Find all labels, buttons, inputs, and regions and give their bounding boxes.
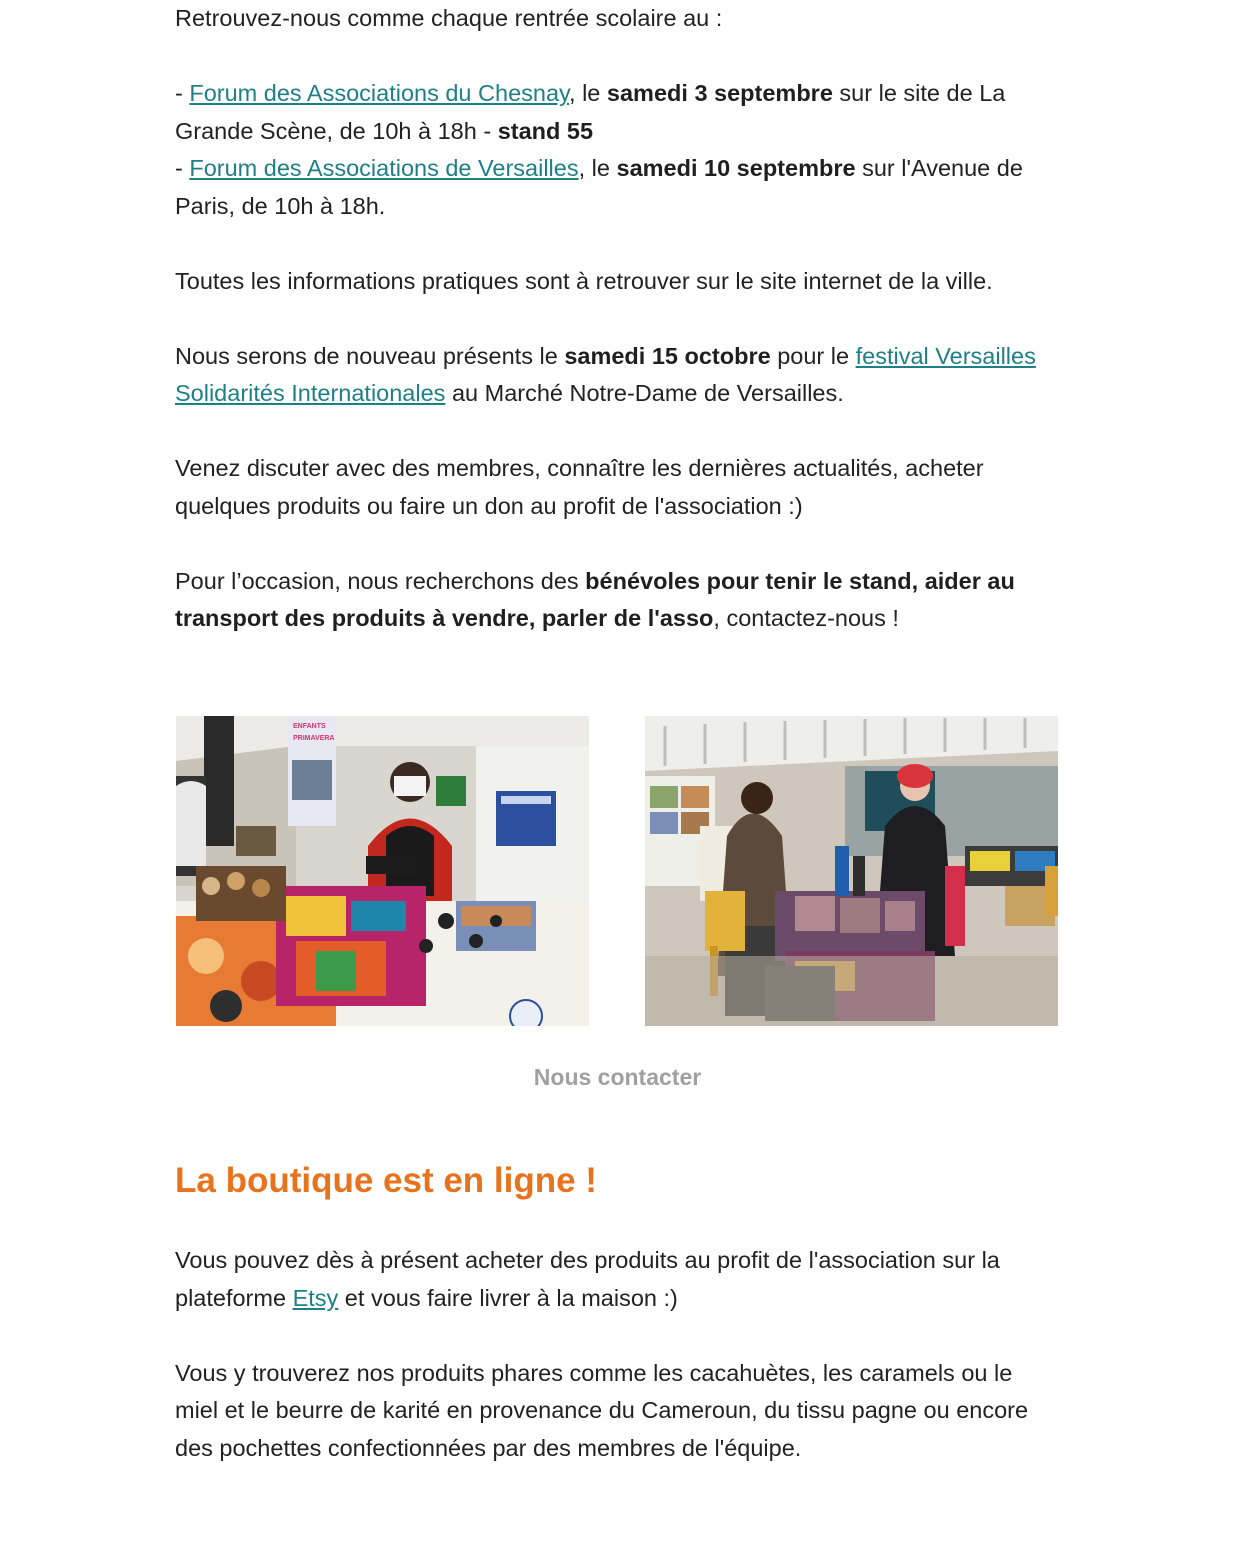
text-span: , contactez-nous ! (713, 605, 899, 631)
intro-paragraph: Retrouvez-nous comme chaque rentrée scolaire au : (175, 5, 723, 31)
newsletter-body (175, 0, 1059, 638)
text-span: , le (569, 80, 607, 106)
event-list (175, 75, 1059, 225)
volunteers-paragraph (175, 563, 1059, 638)
festival-paragraph (175, 338, 1059, 413)
etsy-link[interactable]: Etsy (292, 1284, 339, 1311)
chesnay-forum-link[interactable]: Forum des Associations du Chesnay (189, 80, 570, 106)
festival-link[interactable]: festival Versailles Solidarités Internationales (175, 342, 1036, 406)
bold-date: samedi 3 septembre (606, 80, 833, 106)
banner-text-line2: PRIMAVERA (293, 735, 335, 742)
shop-paragraph-1 (175, 1242, 1059, 1317)
text-span: Vous pouvez dès à présent acheter des produits au profit de l'association sur la plateforme (175, 1247, 1000, 1311)
text-span: et vous faire livrer à la maison :) (338, 1284, 678, 1311)
list-dash: - (175, 80, 190, 106)
text-span: Pour l’occasion, nous recherchons des (175, 567, 586, 594)
shop-paragraph-2: Vous y trouverez nos produits phares comme les cacahuètes, les caramels ou le miel et le beurre de karité en provenance du Cameroun, du tissu pagne ou encore des pochettes confectionnées par des membres de l'équipe. (175, 1359, 1029, 1461)
text-span: au Marché Notre-Dame de Versailles. (445, 380, 844, 406)
list-dash: - (175, 155, 190, 181)
stand-photo-1 (176, 716, 589, 1026)
text-span: , le (578, 155, 617, 181)
text-span: pour le (770, 342, 856, 369)
shop-heading: La boutique est en ligne ! (175, 1161, 597, 1200)
bold-date: samedi 15 octobre (564, 342, 771, 369)
text-span: Nous serons de nouveau présents le (175, 342, 565, 369)
versailles-forum-link[interactable]: Forum des Associations de Versailles (189, 155, 579, 181)
bold-stand: stand 55 (497, 117, 594, 144)
text-span: sur l'Avenue de Paris, de 10h à 18h. (175, 155, 1023, 219)
text-span: sur le site de La Grande Scène, de 10h à 18h - (175, 80, 1006, 144)
bold-volunteers: bénévoles pour tenir le stand, aider au transport des produits à vendre, parler de l'asso (175, 567, 1015, 631)
stand-photo-2 (645, 716, 1058, 1026)
contact-button[interactable]: Nous contacter (533, 1064, 702, 1090)
discuss-paragraph: Venez discuter avec des membres, connaître les dernières actualités, acheter quelques produits ou faire un don au profit de l'association :) (175, 455, 984, 519)
practical-info-paragraph: Toutes les informations pratiques sont à retrouver sur le site internet de la ville. (175, 267, 993, 294)
bold-date: samedi 10 septembre (616, 155, 856, 181)
photo-row (176, 716, 1059, 1026)
banner-text-line1: ENFANTS (293, 723, 326, 730)
shop-section (175, 1242, 1059, 1467)
